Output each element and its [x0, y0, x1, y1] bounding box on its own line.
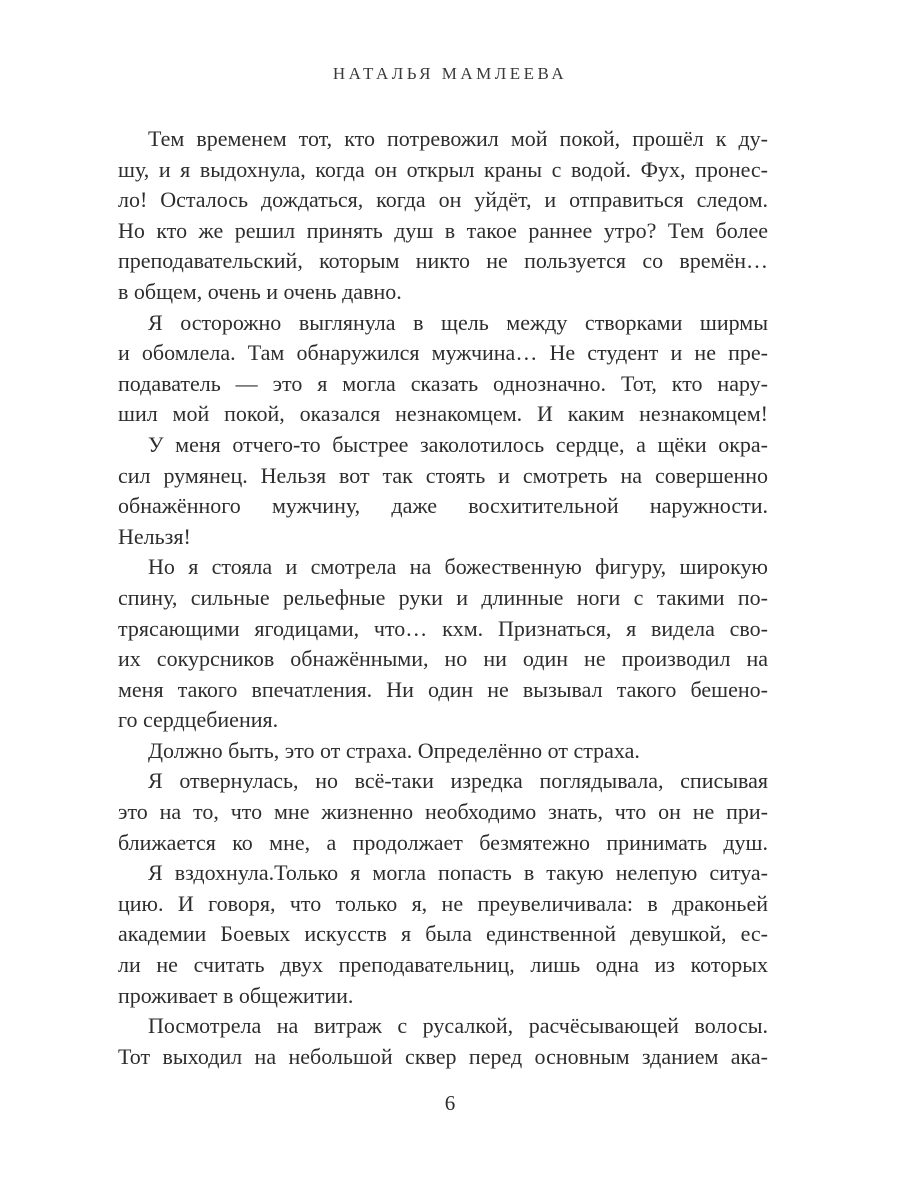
text-line: цию. И говоря, что только я, не преувеличивала: в драконьей: [118, 890, 768, 916]
paragraph: [118, 1011, 768, 1072]
text-line: Тем временем тот, кто потревожил мой покой, прошёл к ду-: [148, 126, 768, 151]
page-body: [118, 124, 768, 1072]
paragraph: [118, 766, 768, 858]
text-line: Я вздохнула.Только я могла попасть в такую нелепую ситуа-: [148, 860, 768, 886]
text-line: Я осторожно выглянула в щель между створками ширмы: [148, 309, 768, 335]
paragraph: [118, 124, 768, 308]
text-line: Но кто же решил принять душ в такое раннее утро? Тем более: [118, 217, 768, 243]
paragraph: [118, 736, 768, 767]
text-line: меня такого впечатления. Ни один не вызывал такого бешено-: [118, 676, 768, 702]
page-number: 6: [444, 1091, 456, 1115]
running-head-author: НАТАЛЬЯ МАМЛЕЕВА: [332, 64, 568, 83]
text-line: Тот выходил на небольшой сквер перед основным зданием ака-: [118, 1043, 768, 1069]
text-line: трясающими ягодицами, что… кхм. Признаться, я видела сво-: [118, 615, 768, 641]
text-line: Нельзя!: [118, 523, 191, 549]
text-line: сил румянец. Нельзя вот так стоять и смотреть на совершенно: [118, 462, 768, 488]
text-line: подаватель — это я могла сказать однозначно. Тот, кто нару-: [118, 370, 768, 396]
paragraph: [118, 552, 768, 736]
paragraph: [118, 430, 768, 552]
text-line: в общем, очень и очень давно.: [118, 278, 402, 304]
text-line: спину, сильные рельефные руки и длинные ноги с такими по-: [118, 584, 768, 610]
text-line: Посмотрела на витраж с русалкой, расчёсывающей волосы.: [148, 1013, 768, 1039]
text-line: их сокурсников обнажёнными, но ни один не производил на: [118, 646, 768, 672]
text-line: проживает в общежитии.: [118, 982, 354, 1008]
text-line: обнажённого мужчину, даже восхитительной наружности.: [118, 493, 768, 519]
paragraph: [118, 308, 768, 430]
paragraph: [118, 858, 768, 1011]
text-line: шу, и я выдохнула, когда он открыл краны с водой. Фух, пронес-: [118, 156, 768, 182]
text-line: Но я стояла и смотрела на божественную фигуру, широкую: [148, 554, 768, 580]
text-line: го сердцебиения.: [118, 707, 279, 733]
text-line: шил мой покой, оказался незнакомцем. И каким незнакомцем!: [118, 401, 768, 427]
text-line: академии Боевых искусств я была единственной девушкой, ес-: [118, 921, 768, 947]
text-line: Я отвернулась, но всё-таки изредка поглядывала, списывая: [148, 768, 768, 794]
text-line: Должно быть, это от страха. Определённо от страха.: [148, 737, 640, 763]
text-line: преподавательский, которым никто не пользуется со времён…: [118, 248, 768, 274]
text-line: ближается ко мне, а продолжает безмятежно принимать душ.: [118, 829, 768, 855]
text-line: ли не считать двух преподавательниц, лишь одна из которых: [118, 952, 768, 978]
text-line: и обомлела. Там обнаружился мужчина… Не студент и не пре-: [118, 340, 768, 366]
text-line: ло! Осталось дождаться, когда он уйдёт, и отправиться следом.: [118, 187, 768, 213]
text-line: У меня отчего-то быстрее заколотилось сердце, а щёки окра-: [148, 431, 768, 457]
text-line: это на то, что мне жизненно необходимо знать, что он не при-: [118, 799, 768, 825]
